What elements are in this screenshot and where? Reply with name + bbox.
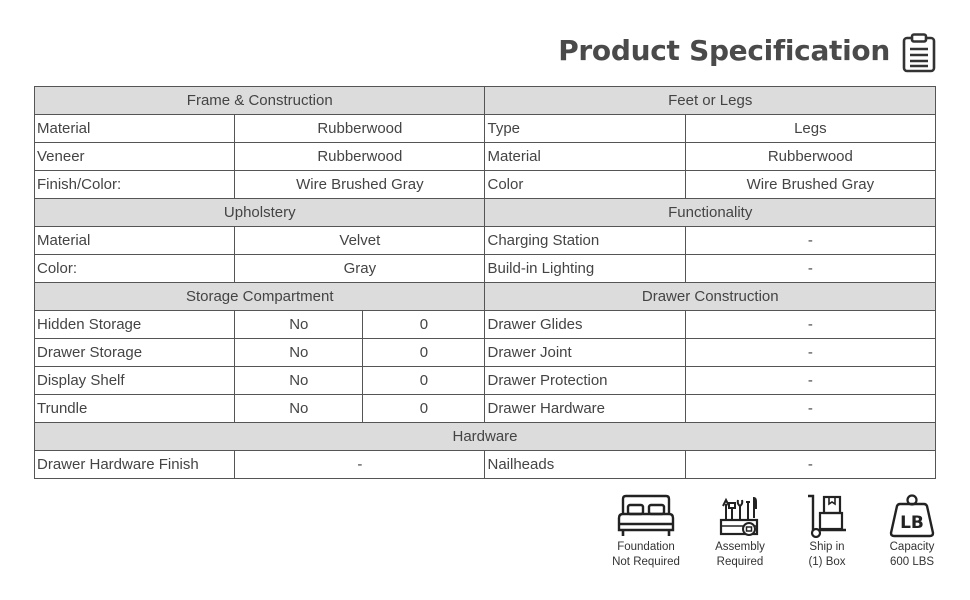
- table-row: [35, 255, 936, 283]
- feature-label-2: Required: [716, 556, 764, 568]
- upholstery-value: Velvet: [235, 227, 485, 255]
- weight-icon: [888, 494, 936, 538]
- feature-label-2: (1) Box: [808, 556, 846, 568]
- hardware-value: -: [685, 451, 935, 479]
- section-header-row: [35, 199, 936, 227]
- frame-label: Veneer: [35, 143, 235, 171]
- feature-icons: [0, 494, 970, 594]
- storage-value: No: [235, 367, 363, 395]
- frame-value: Rubberwood: [235, 143, 485, 171]
- table-row: [35, 311, 936, 339]
- frame-value: Wire Brushed Gray: [235, 171, 485, 199]
- frame-value: Rubberwood: [235, 115, 485, 143]
- table-row: [35, 395, 936, 423]
- feet-value: Rubberwood: [685, 143, 935, 171]
- feet-value: Wire Brushed Gray: [685, 171, 935, 199]
- storage-label: Drawer Storage: [35, 339, 235, 367]
- drawer-value: -: [685, 339, 935, 367]
- frame-label: Material: [35, 115, 235, 143]
- bed-icon: [615, 494, 677, 538]
- upholstery-value: Gray: [235, 255, 485, 283]
- section-header-row: [35, 423, 936, 451]
- section-storage: Storage Compartment: [35, 283, 485, 311]
- table-row: [35, 143, 936, 171]
- table-row: [35, 451, 936, 479]
- functionality-value: -: [685, 255, 935, 283]
- feature-label-2: Not Required: [612, 556, 680, 568]
- functionality-label: Build-in Lighting: [485, 255, 685, 283]
- drawer-value: -: [685, 367, 935, 395]
- section-header-row: [35, 283, 936, 311]
- upholstery-label: Material: [35, 227, 235, 255]
- feature-label-1: Ship in: [809, 541, 845, 553]
- feature-label-1: Capacity: [889, 541, 935, 553]
- functionality-value: -: [685, 227, 935, 255]
- drawer-label: Drawer Hardware: [485, 395, 685, 423]
- feet-label: Type: [485, 115, 685, 143]
- frame-label: Finish/Color:: [35, 171, 235, 199]
- storage-label: Trundle: [35, 395, 235, 423]
- section-hardware: Hardware: [35, 423, 936, 451]
- section-header-row: [35, 87, 936, 115]
- feet-value: Legs: [685, 115, 935, 143]
- storage-count: 0: [363, 339, 485, 367]
- storage-label: Display Shelf: [35, 367, 235, 395]
- section-functionality: Functionality: [485, 199, 936, 227]
- hardware-value: -: [235, 451, 485, 479]
- section-frame: Frame & Construction: [35, 87, 485, 115]
- section-drawer: Drawer Construction: [485, 283, 936, 311]
- feature-capacity: [874, 494, 950, 570]
- storage-label: Hidden Storage: [35, 311, 235, 339]
- table-row: [35, 115, 936, 143]
- spec-table: [34, 86, 936, 479]
- storage-count: 0: [363, 367, 485, 395]
- weight-icon-text: LB: [900, 513, 924, 533]
- table-row: [35, 171, 936, 199]
- feature-foundation: [600, 494, 692, 570]
- functionality-label: Charging Station: [485, 227, 685, 255]
- hardware-label: Nailheads: [485, 451, 685, 479]
- section-upholstery: Upholstery: [35, 199, 485, 227]
- table-row: [35, 227, 936, 255]
- hardware-label: Drawer Hardware Finish: [35, 451, 235, 479]
- feature-label-2: 600 LBS: [889, 556, 935, 568]
- drawer-label: Drawer Protection: [485, 367, 685, 395]
- drawer-value: -: [685, 395, 935, 423]
- upholstery-label: Color:: [35, 255, 235, 283]
- table-row: [35, 339, 936, 367]
- tools-icon: [718, 494, 762, 538]
- table-row: [35, 367, 936, 395]
- storage-count: 0: [363, 311, 485, 339]
- feature-shipping: [792, 494, 862, 570]
- hand-truck-icon: [804, 494, 850, 538]
- feature-label-1: Assembly: [715, 541, 765, 553]
- section-feet: Feet or Legs: [485, 87, 936, 115]
- storage-value: No: [235, 395, 363, 423]
- feature-assembly: [700, 494, 780, 570]
- storage-value: No: [235, 339, 363, 367]
- drawer-label: Drawer Glides: [485, 311, 685, 339]
- feet-label: Color: [485, 171, 685, 199]
- page-title: Product Specification: [558, 34, 890, 67]
- feet-label: Material: [485, 143, 685, 171]
- drawer-value: -: [685, 311, 935, 339]
- clipboard-icon: [902, 33, 936, 78]
- feature-label-1: Foundation: [617, 541, 675, 553]
- storage-count: 0: [363, 395, 485, 423]
- storage-value: No: [235, 311, 363, 339]
- drawer-label: Drawer Joint: [485, 339, 685, 367]
